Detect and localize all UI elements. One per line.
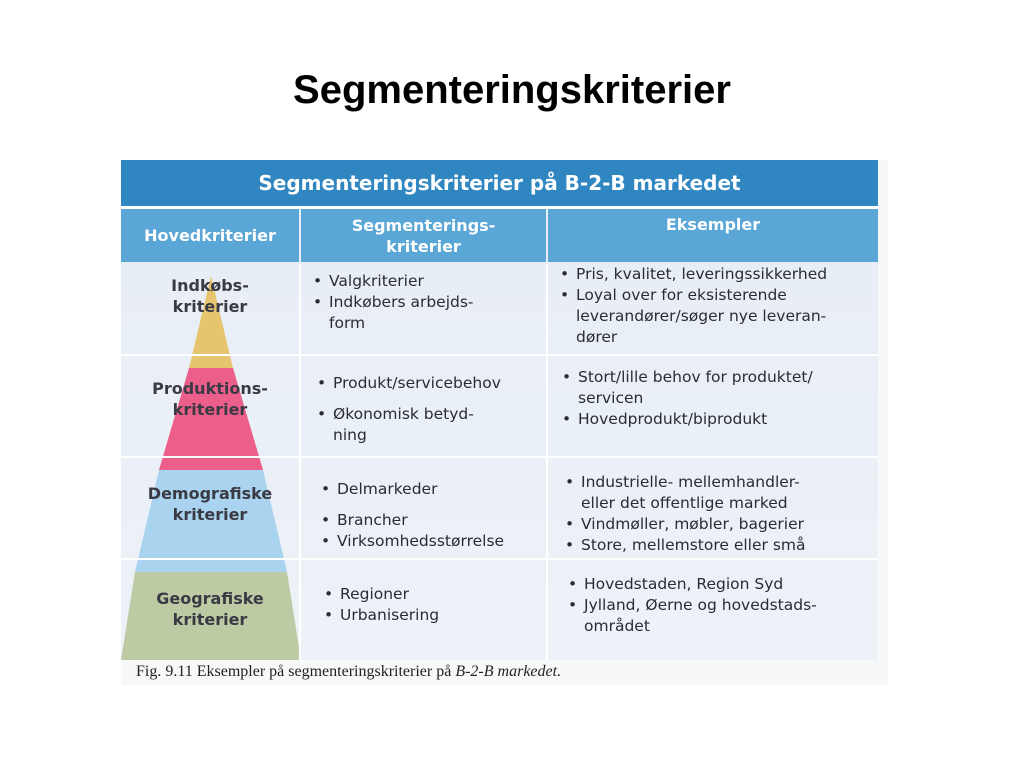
criterion-produktions: Produktions- kriterier (152, 379, 268, 419)
example-cell (558, 367, 874, 430)
caption-prefix: Fig. 9.11 Eksempler på segmenteringskriterier på (136, 663, 456, 680)
example-cell (556, 264, 874, 348)
list-item: • Loyal over for eksisterende leverandører/søger nye leveran- dører (556, 285, 874, 348)
segment-cell (309, 271, 541, 334)
slide-title: Segmenteringskriterier (293, 68, 731, 112)
list-item: • Vindmøller, møbler, bagerier (561, 514, 875, 535)
header-eksempler: Eksempler (548, 209, 878, 262)
caption-emphasis: B-2-B markedet. (455, 663, 562, 680)
scanned-figure (121, 160, 888, 685)
table-banner: Segmenteringskriterier på B-2-B markedet (121, 160, 878, 209)
list-item: • Jylland, Øerne og hovedstads- området (564, 595, 876, 637)
header-segmenteringskriterier: Segmenterings- kriterier (301, 209, 546, 262)
criterion-demografiske: Demografiske kriterier (147, 484, 273, 524)
column-divider (546, 264, 548, 660)
list-item: • Industrielle- mellemhandler- eller det offentlige marked (561, 472, 875, 514)
segment-cell (317, 479, 545, 552)
list-item: • Indkøbers arbejds- form (309, 292, 541, 334)
row-divider (121, 558, 878, 560)
header-hovedkriterier: Hovedkriterier (121, 209, 299, 262)
list-item: • Hovedstaden, Region Syd (564, 574, 876, 595)
figure-caption (136, 663, 561, 681)
list-item: • Regioner (320, 584, 544, 605)
list-item: • Urbanisering (320, 605, 544, 626)
list-item: • Virksomhedsstørrelse (317, 531, 545, 552)
row-divider (121, 456, 878, 458)
list-item: • Pris, kvalitet, leveringssikkerhed (556, 264, 874, 285)
list-item: • Delmarkeder (317, 479, 545, 500)
row-divider (121, 354, 878, 356)
list-item: • Stort/lille behov for produktet/ servicen (558, 367, 874, 409)
list-item: • Økonomisk betyd- ning (313, 404, 543, 446)
criterion-geografiske: Geografiske kriterier (156, 589, 264, 629)
example-cell (564, 574, 876, 637)
list-item: • Hovedprodukt/biprodukt (558, 409, 874, 430)
list-item: • Store, mellemstore eller små (561, 535, 875, 556)
segmentation-table (121, 160, 878, 660)
segment-cell (320, 584, 544, 626)
list-item: • Produkt/servicebehov (313, 373, 543, 394)
criterion-indkoebs: Indkøbs- kriterier (171, 276, 249, 316)
example-cell (561, 472, 875, 556)
segment-cell (313, 373, 543, 446)
list-item: • Brancher (317, 510, 545, 531)
column-divider (299, 264, 301, 660)
list-item: • Valgkriterier (309, 271, 541, 292)
